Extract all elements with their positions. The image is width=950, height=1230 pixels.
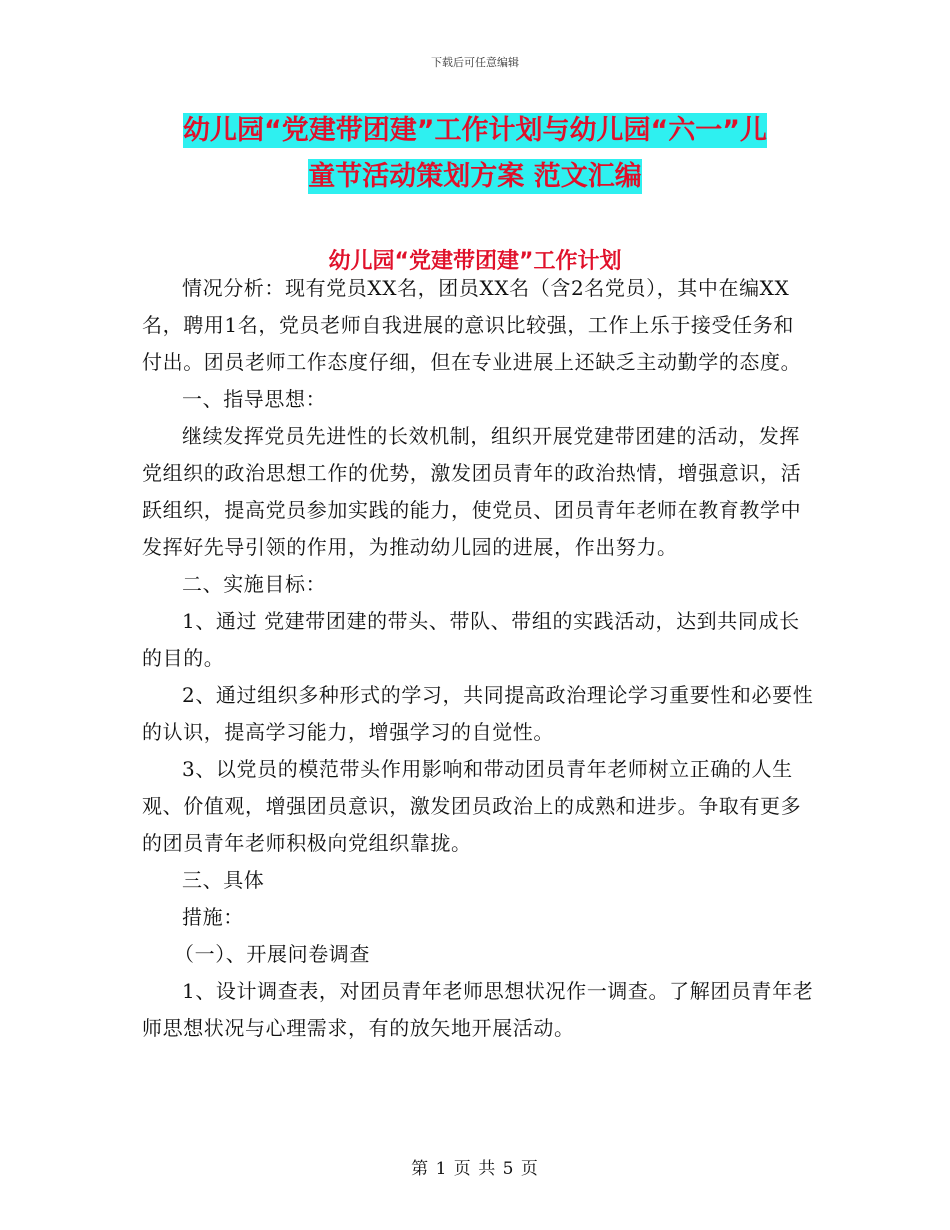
paragraph-goal-3: 3、以党员的模范带头作用影响和带动团员青年老师树立正确的人生观、价值观，增强团员意识，激发团员政治上的成熟和进步。争取有更多的团员青年老师积极向党组织靠拢。 <box>142 757 802 855</box>
heading-measures: 措施： <box>182 905 244 929</box>
paragraph-guiding-ideology: 继续发挥党员先进性的长效机制，组织开展党建带团建的活动，发挥党组织的政治思想工作的优势，激发团员青年的政治热情，增强意识，活跃组织，提高党员参加实践的能力，使党员、团员青年老师在教育教学中发挥好先导引领的作用，为推动幼儿园的进展，作出努力。 <box>142 424 802 559</box>
subheading-survey: （一）、开展问卷调查 <box>174 942 370 966</box>
document-title <box>140 108 810 200</box>
heading-specific: 三、具体 <box>182 868 265 892</box>
heading-guiding-ideology: 一、指导思想： <box>182 387 327 411</box>
section-title: 幼儿园“党建带团建”工作计划 <box>328 249 622 274</box>
title-line-1: 幼儿园“党建带团建”工作计划与幼儿园“六一”儿 <box>183 115 767 146</box>
paragraph-goal-2: 2、通过组织多种形式的学习，共同提高政治理论学习重要性和必要性的认识，提高学习能力，增强学习的自觉性。 <box>142 683 814 744</box>
paragraph-goal-1: 1、通过 党建带团建的带头、带队、带组的实践活动，达到共同成长的目的。 <box>142 609 800 670</box>
paragraph-situation-analysis: 情况分析：现有党员XX名，团员XX名（含2名党员），其中在编XX名，聘用1名，党员老师自我进展的意识比较强，工作上乐于接受任务和付出。团员老师工作态度仔细，但在专业进展上还缺乏主动勤学的态度。 <box>142 276 802 374</box>
title-line-2: 童节活动策划方案 范文汇编 <box>308 161 642 192</box>
heading-implementation-goals: 二、实施目标： <box>182 572 327 596</box>
page-footer: 第 1 页 共 5 页 <box>411 1159 539 1179</box>
document-body <box>142 270 814 1047</box>
page-header-note: 下载后可任意编辑 <box>431 56 519 69</box>
paragraph-survey-1: 1、设计调查表，对团员青年老师思想状况作一调查。了解团员青年老师思想状况与心理需求，有的放矢地开展活动。 <box>142 979 814 1040</box>
